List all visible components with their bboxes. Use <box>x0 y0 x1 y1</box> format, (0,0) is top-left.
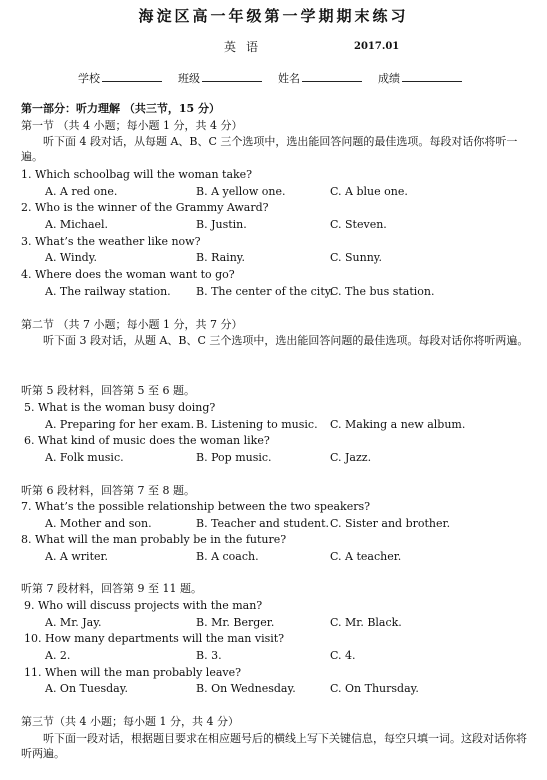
school-blank[interactable] <box>102 71 162 82</box>
student-info-line <box>78 71 462 87</box>
question-4: 4. Where does the woman want to go? <box>21 268 235 281</box>
material-5-heading: 听第 5 段材料，回答第 5 至 6 题。 <box>21 384 195 397</box>
q2-option-c[interactable]: C. Steven. <box>330 218 387 231</box>
q1-option-c[interactable]: C. A blue one. <box>330 185 408 198</box>
q3-option-b[interactable]: B. Rainy. <box>196 251 246 264</box>
question-8: 8. What will the man probably be in the future? <box>21 533 287 546</box>
q11-option-b[interactable]: B. On Wednesday. <box>196 682 296 695</box>
q3-option-c[interactable]: C. Sunny. <box>330 251 383 264</box>
q8-option-c[interactable]: C. A teacher. <box>330 550 402 563</box>
score-field[interactable] <box>378 71 462 87</box>
name-blank[interactable] <box>302 71 362 82</box>
section2-instructions: 听下面 3 段对话，从题 A、B、C 三个选项中，选出能回答问题的最佳选项。每段对话你将听两遍。 <box>43 334 529 347</box>
q1-option-b[interactable]: B. A yellow one. <box>196 185 286 198</box>
section1-heading: 第一节 （共 4 小题；每小题 1 分，共 4 分） <box>21 119 243 132</box>
q5-option-a[interactable]: A. Preparing for her exam. <box>45 418 195 431</box>
q6-option-a[interactable]: A. Folk music. <box>45 451 124 464</box>
q3-option-a[interactable]: A. Windy. <box>45 251 97 264</box>
question-3: 3. What’s the weather like now? <box>21 235 201 248</box>
q10-option-a[interactable]: A. 2. <box>45 649 71 662</box>
question-1: 1. Which schoolbag will the woman take? <box>21 168 253 181</box>
q4-option-a[interactable]: A. The railway station. <box>45 285 171 298</box>
score-blank[interactable] <box>402 71 462 82</box>
q8-option-b[interactable]: B. A coach. <box>196 550 259 563</box>
question-6: 6. What kind of music does the woman like? <box>24 434 270 447</box>
q4-option-c[interactable]: C. The bus station. <box>330 285 435 298</box>
q9-option-b[interactable]: B. Mr. Berger. <box>196 616 275 629</box>
material-7-heading: 听第 7 段材料，回答第 9 至 11 题。 <box>21 582 202 595</box>
q10-option-b[interactable]: B. 3. <box>196 649 222 662</box>
q5-option-c[interactable]: C. Making a new album. <box>330 418 466 431</box>
q8-option-a[interactable]: A. A writer. <box>45 550 109 563</box>
q6-option-c[interactable]: C. Jazz. <box>330 451 372 464</box>
question-10: 10. How many departments will the man visit? <box>24 632 285 645</box>
q1-option-a[interactable]: A. A red one. <box>45 185 118 198</box>
material-6-heading: 听第 6 段材料，回答第 7 至 8 题。 <box>21 484 195 497</box>
q11-option-a[interactable]: A. On Tuesday. <box>45 682 128 695</box>
question-7: 7. What’s the possible relationship between the two speakers? <box>21 500 371 513</box>
q9-option-a[interactable]: A. Mr. Jay. <box>45 616 102 629</box>
school-label: 学校 <box>78 72 100 85</box>
section3-instructions: 听下面一段对话，根据题目要求在相应题号后的横线上写下关键信息，每空只填一词。这段对话你将听两遍。 <box>21 732 527 760</box>
q7-option-c[interactable]: C. Sister and brother. <box>330 517 451 530</box>
question-2: 2. Who is the winner of the Grammy Award? <box>21 201 269 214</box>
q4-option-b[interactable]: B. The center of the city. <box>196 285 333 298</box>
section2-heading: 第二节 （共 7 小题；每小题 1 分，共 7 分） <box>21 318 243 331</box>
q7-option-b[interactable]: B. Teacher and student. <box>196 517 330 530</box>
q6-option-b[interactable]: B. Pop music. <box>196 451 272 464</box>
q7-option-a[interactable]: A. Mother and son. <box>45 517 152 530</box>
section1-instructions: 听下面 4 段对话，从每题 A、B、C 三个选项中，选出能回答问题的最佳选项。每段对话你将听一遍。 <box>21 135 518 163</box>
question-11: 11. When will the man probably leave? <box>24 666 242 679</box>
q11-option-c[interactable]: C. On Thursday. <box>330 682 419 695</box>
score-label: 成绩 <box>378 72 400 85</box>
question-5: 5. What is the woman busy doing? <box>24 401 216 414</box>
name-label: 姓名 <box>278 72 300 85</box>
class-label: 班级 <box>178 72 200 85</box>
class-field[interactable] <box>178 71 262 87</box>
q10-option-c[interactable]: C. 4. <box>330 649 356 662</box>
q2-option-b[interactable]: B. Justin. <box>196 218 247 231</box>
q5-option-b[interactable]: B. Listening to music. <box>196 418 318 431</box>
section3-heading: 第三节（共 4 小题；每小题 1 分，共 4 分） <box>21 715 239 728</box>
q9-option-c[interactable]: C. Mr. Black. <box>330 616 402 629</box>
exam-title: 海淀区高一年级第一学期期末练习 <box>138 7 409 25</box>
q2-option-a[interactable]: A. Michael. <box>45 218 109 231</box>
exam-date: 2017.01 <box>354 41 400 52</box>
part1-heading: 第一部分：听力理解 （共三节，15 分） <box>21 102 220 115</box>
class-blank[interactable] <box>202 71 262 82</box>
question-9: 9. Who will discuss projects with the man? <box>24 599 263 612</box>
name-field[interactable] <box>278 71 362 87</box>
school-field[interactable] <box>78 71 162 87</box>
subject-label: 英语 <box>224 40 269 54</box>
